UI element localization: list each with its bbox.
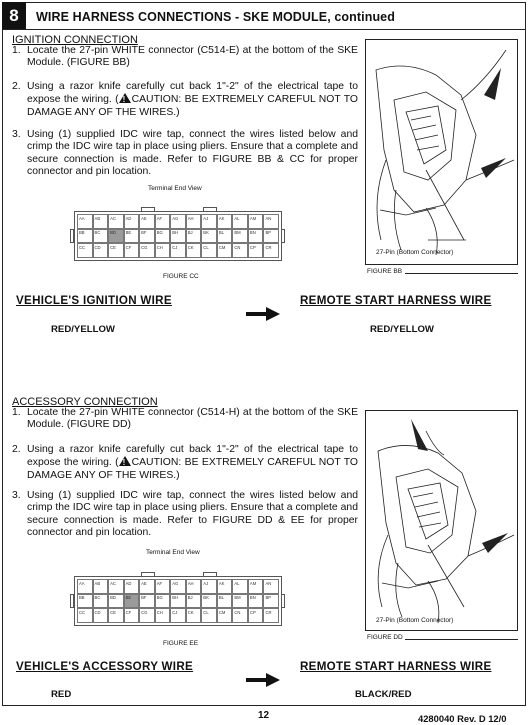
step-text-a: Using a razor knife carefully cut back 1"-2" of the electrical tape to expose the wiring. ( [27, 444, 358, 469]
connector-pin: CP [248, 243, 264, 258]
connector-pin: BK [201, 229, 217, 244]
connector-diagram-cc [74, 211, 282, 261]
connector-pin: CJ [170, 608, 186, 623]
connector-pin: BC [93, 229, 109, 244]
figure-bb-caption: FIGURE BB [367, 268, 403, 275]
connector-pin: AE [139, 214, 155, 229]
pin-grid [77, 579, 279, 623]
page-title: WIRE HARNESS CONNECTIONS - SKE MODULE, continued [36, 10, 395, 24]
module-drawing [366, 40, 519, 266]
connector-pin: AL [232, 214, 248, 229]
ignition-step-1 [12, 45, 358, 70]
step-text [27, 444, 358, 482]
connector-pin: CM [217, 243, 233, 258]
step-text: Locate the 27-pin WHITE connector (C514-H) at the bottom of the SKE Module. (FIGURE DD) [27, 407, 358, 431]
right-arrow-icon [246, 673, 280, 687]
connector-pin: BM [232, 594, 248, 609]
connector-pin: CE [108, 243, 124, 258]
connector-pin: AD [124, 579, 140, 594]
remote-start-harness-heading: REMOTE START HARNESS WIRE [300, 660, 492, 673]
connector-pin: BL [217, 229, 233, 244]
step-number: 2. [12, 81, 21, 92]
connector-pin: AN [263, 214, 279, 229]
connector-pin: BP [263, 229, 279, 244]
connector-pin: CG [139, 608, 155, 623]
right-arrow-icon [246, 307, 280, 321]
connector-pin: BF [139, 229, 155, 244]
connector-pin: AL [232, 579, 248, 594]
page-number: 12 [258, 710, 270, 721]
ignition-step-3 [12, 129, 358, 178]
vehicle-accessory-wire-color: RED [51, 689, 72, 700]
module-illustration-dd [365, 410, 518, 631]
vehicle-accessory-wire-heading: VEHICLE'S ACCESSORY WIRE [16, 660, 194, 673]
connector-side-tab [70, 229, 74, 243]
remote-start-harness-heading: REMOTE START HARNESS WIRE [300, 294, 492, 307]
warning-icon [119, 93, 131, 103]
connector-latch [203, 572, 217, 576]
connector-pin: CG [139, 243, 155, 258]
vehicle-ignition-wire-color: RED/YELLOW [51, 324, 115, 335]
connector-pin: AM [248, 214, 264, 229]
connector-pin: CR [263, 243, 279, 258]
terminal-end-view-label: Terminal End View [148, 185, 202, 192]
connector-pin: CN [232, 243, 248, 258]
accessory-step-2 [12, 444, 358, 482]
connector-pin: CR [263, 608, 279, 623]
connector-latch [141, 207, 155, 211]
connector-pin: BH [170, 594, 186, 609]
step-number: 3. [12, 490, 21, 501]
connector-pin: AG [170, 214, 186, 229]
connector-pin: AK [217, 579, 233, 594]
connector-pin: AA [77, 579, 93, 594]
connector-side-tab [281, 229, 285, 243]
connector-pin: CL [201, 608, 217, 623]
step-text-a: Using a razor knife carefully cut back 1"-2" of the electrical tape to expose the wiring. ( [27, 81, 358, 106]
connector-pin: CM [217, 608, 233, 623]
connector-pin: BN [248, 594, 264, 609]
connector-pin: BE [124, 229, 140, 244]
page-header [2, 2, 526, 30]
connector-pin: CL [201, 243, 217, 258]
step-text: Using (1) supplied IDC wire tap, connect the wires listed below and crimp the IDC wire tap in place using pliers. Ensure that a complete and secure connection is made. Refer to FIGURE BB & CC for proper connector and pin location. [27, 129, 358, 177]
connector-pin: BK [201, 594, 217, 609]
connector-pin: BG [155, 594, 171, 609]
step-text: Using (1) supplied IDC wire tap, connect the wires listed below and crimp the IDC wire tap in place using pliers. Ensure that a complete and secure connection is made. Refer to FIGURE DD & EE for proper connector and pin location. [27, 490, 358, 538]
connector-pin: BJ [186, 229, 202, 244]
pin-grid [77, 214, 279, 258]
connector-pin: AC [108, 214, 124, 229]
connector-pin: AN [263, 579, 279, 594]
document-revision: 4280040 Rev. D 12/0 [418, 713, 507, 724]
step-text: Locate the 27-pin WHITE connector (C514-E) at the bottom of the SKE Module. (FIGURE BB) [27, 45, 358, 69]
remote-accessory-wire-color: BLACK/RED [355, 689, 412, 700]
connector-pin: AK [217, 214, 233, 229]
connector-pin: AF [155, 579, 171, 594]
connector-pin: CH [155, 608, 171, 623]
connector-pin: BB [77, 594, 93, 609]
connector-pin: CC [77, 243, 93, 258]
caution-text: CAUTION: BE EXTREMELY CAREFUL NOT TO DAMAGE ANY OF THE WIRES.) [27, 94, 358, 118]
connector-side-tab [281, 594, 285, 608]
connector-pin: BG [155, 229, 171, 244]
step-text [27, 81, 358, 119]
accessory-step-3 [12, 490, 358, 539]
figure-cc-caption: FIGURE CC [163, 273, 199, 280]
connector-pin: CE [108, 608, 124, 623]
connector-callout: 27-Pin (Bottom Connector) [376, 249, 454, 256]
connector-pin: AE [139, 579, 155, 594]
connector-pin: CK [186, 243, 202, 258]
connector-pin: BE [124, 594, 140, 609]
connector-pin: BJ [186, 594, 202, 609]
connector-pin: AF [155, 214, 171, 229]
connector-pin: AC [108, 579, 124, 594]
accessory-heading: ACCESSORY CONNECTION [12, 396, 158, 408]
connector-diagram-ee [74, 576, 282, 626]
connector-pin: AD [124, 214, 140, 229]
connector-pin: CH [155, 243, 171, 258]
connector-pin: CN [232, 608, 248, 623]
connector-pin: BH [170, 229, 186, 244]
figure-ee-caption: FIGURE EE [163, 640, 199, 647]
connector-pin: CF [124, 243, 140, 258]
vehicle-ignition-wire-heading: VEHICLE'S IGNITION WIRE [16, 294, 172, 307]
connector-pin: BP [263, 594, 279, 609]
connector-pin: CF [124, 608, 140, 623]
connector-pin: BD [108, 229, 124, 244]
remote-ignition-wire-color: RED/YELLOW [370, 324, 434, 335]
connector-pin: CC [77, 608, 93, 623]
connector-pin: AH [186, 579, 202, 594]
connector-callout: 27-Pin (Bottom Connector) [376, 617, 454, 624]
warning-icon [119, 456, 131, 466]
ignition-step-2 [12, 81, 358, 119]
connector-side-tab [70, 594, 74, 608]
connector-pin: AB [93, 214, 109, 229]
connector-pin: BD [108, 594, 124, 609]
module-drawing [366, 411, 519, 632]
connector-pin: CP [248, 608, 264, 623]
connector-pin: BM [232, 229, 248, 244]
step-number: 1. [12, 407, 21, 418]
connector-pin: AJ [201, 579, 217, 594]
connector-pin: BF [139, 594, 155, 609]
connector-pin: CJ [170, 243, 186, 258]
connector-pin: BN [248, 229, 264, 244]
figure-rule [405, 273, 518, 274]
connector-pin: BB [77, 229, 93, 244]
connector-pin: AA [77, 214, 93, 229]
step-number: 1. [12, 45, 21, 56]
connector-pin: BL [217, 594, 233, 609]
connector-pin: CK [186, 608, 202, 623]
connector-pin: CD [93, 243, 109, 258]
step-number: 2. [12, 444, 21, 455]
caution-text: CAUTION: BE EXTREMELY CAREFUL NOT TO DAMAGE ANY OF THE WIRES.) [27, 457, 358, 481]
connector-pin: AB [93, 579, 109, 594]
connector-pin: CD [93, 608, 109, 623]
figure-dd-caption: FIGURE DD [367, 634, 403, 641]
page-badge: 8 [2, 2, 26, 29]
accessory-step-1 [12, 407, 358, 432]
connector-latch [141, 572, 155, 576]
ignition-heading: IGNITION CONNECTION [12, 34, 138, 46]
connector-pin: AG [170, 579, 186, 594]
module-illustration-bb [365, 39, 518, 265]
connector-pin: AJ [201, 214, 217, 229]
figure-rule [405, 639, 518, 640]
connector-pin: AM [248, 579, 264, 594]
connector-pin: AH [186, 214, 202, 229]
connector-latch [203, 207, 217, 211]
step-number: 3. [12, 129, 21, 140]
connector-pin: BC [93, 594, 109, 609]
terminal-end-view-label: Terminal End View [146, 549, 200, 556]
